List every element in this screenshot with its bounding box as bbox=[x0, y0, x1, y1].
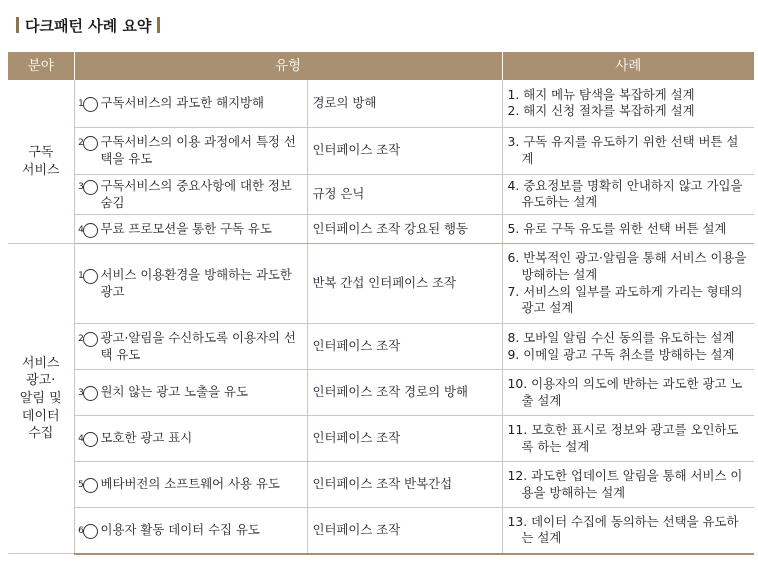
category-cell: 인터페이스 조작 bbox=[307, 127, 502, 174]
type-cell bbox=[74, 80, 307, 127]
type-label: 서비스 이용환경을 방해하는 과도한 광고 bbox=[100, 266, 292, 299]
example-item: 9. 이메일 광고 구독 취소를 방해하는 설계 bbox=[507, 346, 735, 362]
example-cell bbox=[502, 80, 754, 127]
type-label: 모호한 광고 표시 bbox=[100, 430, 193, 446]
category-cell: 인터페이스 조작 bbox=[307, 324, 502, 370]
table-row bbox=[8, 416, 754, 462]
circled-number: 5 bbox=[83, 478, 98, 493]
type-text bbox=[78, 430, 302, 447]
table-row bbox=[8, 244, 754, 324]
category-cell: 규정 은닉 bbox=[307, 174, 502, 215]
type-label: 원치 않는 광고 노출을 유도 bbox=[100, 384, 248, 400]
circled-number: 3 bbox=[83, 386, 98, 401]
type-cell bbox=[74, 215, 307, 244]
example-item: 1. 해지 메뉴 탐색을 복잡하게 설계 bbox=[507, 86, 695, 102]
category-cell: 인터페이스 조작 반복간섭 bbox=[307, 462, 502, 508]
type-text bbox=[78, 94, 302, 112]
circled-number: 1 bbox=[83, 97, 98, 112]
example-item: 12. 과도한 업데이트 알림을 통해 서비스 이용을 방해하는 설계 bbox=[507, 468, 743, 500]
type-label: 구독서비스의 이용 과정에서 특정 선택을 유도 bbox=[100, 133, 296, 166]
example-cell bbox=[502, 244, 754, 324]
category-cell: 경로의 방해 bbox=[307, 80, 502, 127]
header-field: 분야 bbox=[8, 52, 74, 80]
example-item: 10. 이용자의 의도에 반하는 과도한 광고 노출 설계 bbox=[507, 376, 743, 408]
type-cell bbox=[74, 462, 307, 508]
example-cell bbox=[502, 370, 754, 416]
circled-number: 3 bbox=[83, 180, 98, 195]
type-label: 구독서비스의 과도한 해지방해 bbox=[100, 94, 264, 110]
type-cell bbox=[74, 244, 307, 324]
example-cell bbox=[502, 215, 754, 244]
type-text bbox=[78, 329, 302, 364]
type-text bbox=[78, 476, 302, 493]
category-cell: 인터페이스 조작 bbox=[307, 416, 502, 462]
table-header-row bbox=[8, 52, 754, 80]
title-text: 다크패턴 사례 요약 bbox=[25, 16, 152, 35]
circled-number: 2 bbox=[83, 136, 98, 151]
type-label: 광고·알림을 수신하도록 이용자의 선택 유도 bbox=[100, 329, 296, 362]
type-cell bbox=[74, 508, 307, 554]
example-item: 4. 중요정보를 명확히 안내하지 않고 가입을 유도하는 설계 bbox=[507, 177, 743, 210]
example-item: 2. 해지 신청 절차를 복잡하게 설계 bbox=[507, 103, 695, 119]
table-row bbox=[8, 370, 754, 416]
example-cell bbox=[502, 127, 754, 174]
example-cell bbox=[502, 508, 754, 554]
type-cell bbox=[74, 174, 307, 215]
table-body bbox=[8, 80, 754, 554]
type-cell bbox=[74, 370, 307, 416]
example-cell bbox=[502, 174, 754, 215]
type-text bbox=[78, 521, 302, 539]
type-label: 무료 프로모션을 통한 구독 유도 bbox=[100, 220, 272, 236]
example-item: 7. 서비스의 일부를 과도하게 가리는 형태의 광고 설계 bbox=[507, 283, 743, 316]
type-text bbox=[78, 133, 302, 168]
table-row bbox=[8, 80, 754, 127]
table-row bbox=[8, 324, 754, 370]
example-item: 5. 유로 구독 유도를 위한 선택 버튼 설계 bbox=[507, 220, 727, 236]
category-cell: 인터페이스 조작 경로의 방해 bbox=[307, 370, 502, 416]
category-cell: 인터페이스 조작 bbox=[307, 508, 502, 554]
field-cell: 서비스 광고· 알림 및 데이터 수집 bbox=[8, 244, 74, 554]
title-bar-right bbox=[157, 17, 160, 33]
type-cell bbox=[74, 416, 307, 462]
type-cell bbox=[74, 127, 307, 174]
dark-pattern-table bbox=[8, 52, 754, 555]
type-label: 베타버전의 소프트웨어 사용 유도 bbox=[100, 476, 280, 492]
type-text bbox=[78, 177, 302, 212]
page-title bbox=[10, 12, 166, 38]
example-item: 11. 모호한 표시로 정보와 광고를 오인하도록 하는 설계 bbox=[507, 422, 739, 454]
type-text bbox=[78, 384, 302, 401]
example-item: 6. 반복적인 광고·알림을 통해 서비스 이용을 방해하는 설계 bbox=[507, 250, 747, 282]
example-cell bbox=[502, 416, 754, 462]
table-row bbox=[8, 462, 754, 508]
category-cell: 인터페이스 조작 강요된 행동 bbox=[307, 215, 502, 244]
circled-number: 2 bbox=[83, 332, 98, 347]
title-bar-left bbox=[16, 17, 19, 33]
example-cell bbox=[502, 324, 754, 370]
table-row bbox=[8, 174, 754, 215]
type-text bbox=[78, 266, 302, 301]
header-example: 사례 bbox=[502, 52, 754, 80]
example-item: 3. 구독 유지를 유도하기 위한 선택 버튼 설계 bbox=[507, 133, 739, 166]
circled-number: 4 bbox=[83, 432, 98, 447]
circled-number: 1 bbox=[83, 269, 98, 284]
type-text bbox=[78, 220, 302, 238]
table-row bbox=[8, 127, 754, 174]
table-row bbox=[8, 508, 754, 554]
example-item: 8. 모바일 알림 수신 동의를 유도하는 설계 bbox=[507, 330, 735, 345]
example-cell bbox=[502, 462, 754, 508]
type-label: 이용자 활동 데이터 수집 유도 bbox=[100, 521, 260, 537]
category-cell: 반복 간섭 인터페이스 조작 bbox=[307, 244, 502, 324]
circled-number: 6 bbox=[83, 524, 98, 539]
field-cell: 구독 서비스 bbox=[8, 80, 74, 244]
header-type: 유형 bbox=[74, 52, 502, 80]
table-row bbox=[8, 215, 754, 244]
circled-number: 4 bbox=[83, 223, 98, 238]
type-label: 구독서비스의 중요사항에 대한 정보 숨김 bbox=[100, 177, 292, 210]
type-cell bbox=[74, 324, 307, 370]
example-item: 13. 데이터 수집에 동의하는 선택을 유도하는 설계 bbox=[507, 513, 739, 546]
